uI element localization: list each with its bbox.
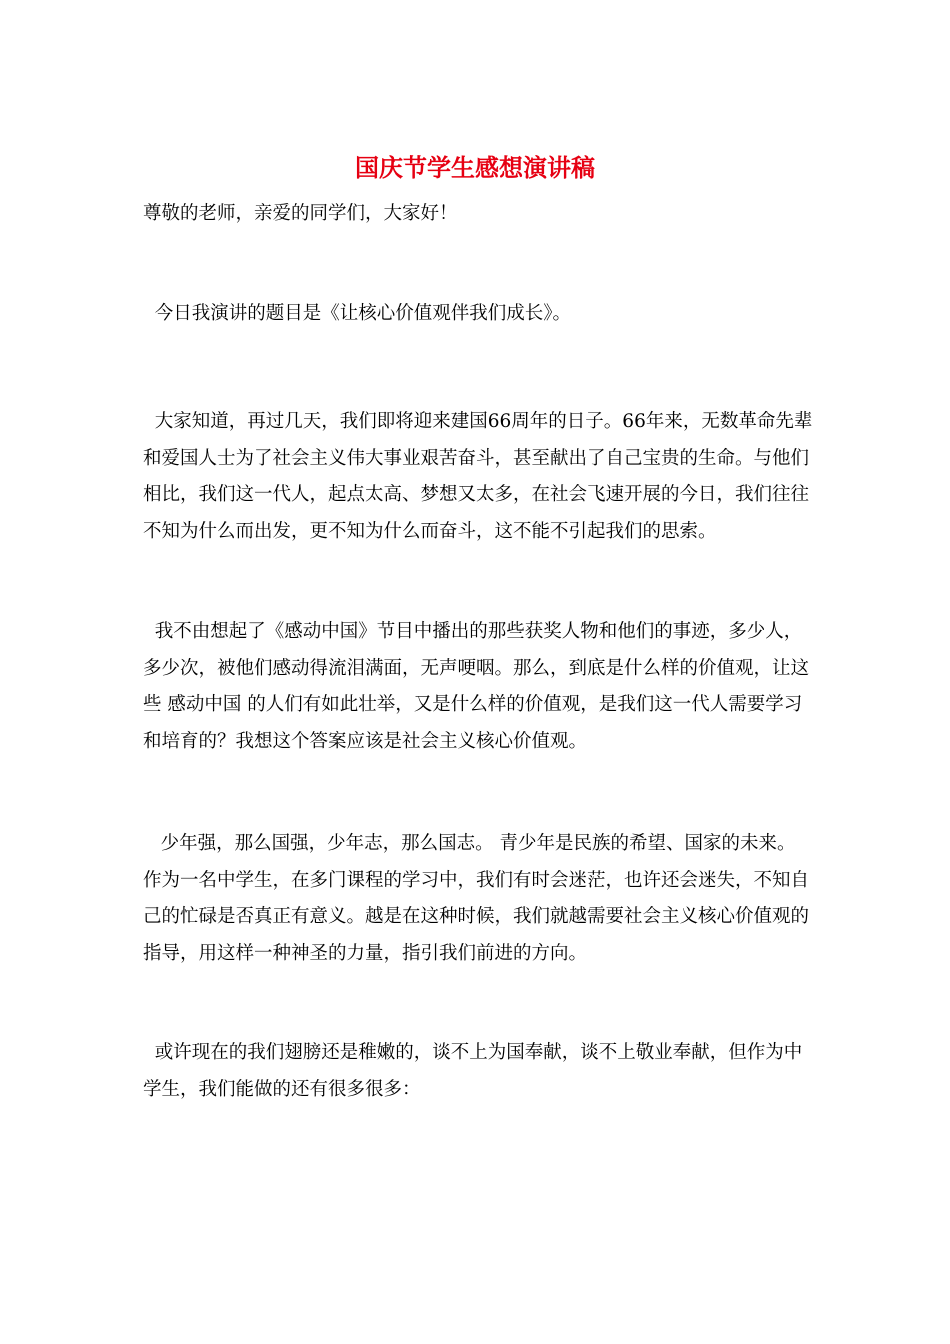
- paragraph-history: 大家知道，再过几天，我们即将迎来建国66周年的日子。66年来，无数革命先辈和爱国人士为了社会主义伟大事业艰苦奋斗，甚至献出了自己宝贵的生命。与他们相比，我们这一代人，起点太高、梦想又太多，在社会飞速开展的今日，我们往往不知为什么而出发，更不知为什么而奋斗，这不能不引起我们的思索。: [143, 411, 813, 542]
- paragraph-what-we-can-do: 或许现在的我们翅膀还是稚嫩的，谈不上为国奉献，谈不上敬业奉献，但作为中学生，我们能做的还有很多很多：: [143, 1042, 803, 1100]
- greeting-line: 尊敬的老师，亲爱的同学们，大家好！: [143, 203, 458, 224]
- document-title: 国庆节学生感想演讲稿: [355, 153, 595, 182]
- paragraph-touching-china: 我不由想起了《感动中国》节目中播出的那些获奖人物和他们的事迹，多少人，多少次，被他们感动得流泪满面，无声哽咽。那么，到底是什么样的价值观，让这些 感动中国 的人们有如此壮举，又是什么样的价值观，是我们这一代人需要学习和培育的？我想这个答案应该是社会主义核心价值观。: [143, 621, 810, 752]
- paragraph-topic: 今日我演讲的题目是《让核心价值观伴我们成长》。: [143, 303, 572, 324]
- paragraph-youth: 少年强，那么国强，少年志，那么国志。 青少年是民族的希望、国家的未来。作为一名中学生，在多门课程的学习中，我们有时会迷茫，也许还会迷失，不知自己的忙碌是否真正有意义。越是在这种时候，我们就越需要社会主义核心价值观的指导，用这样一种神圣的力量，指引我们前进的方向。: [143, 833, 810, 964]
